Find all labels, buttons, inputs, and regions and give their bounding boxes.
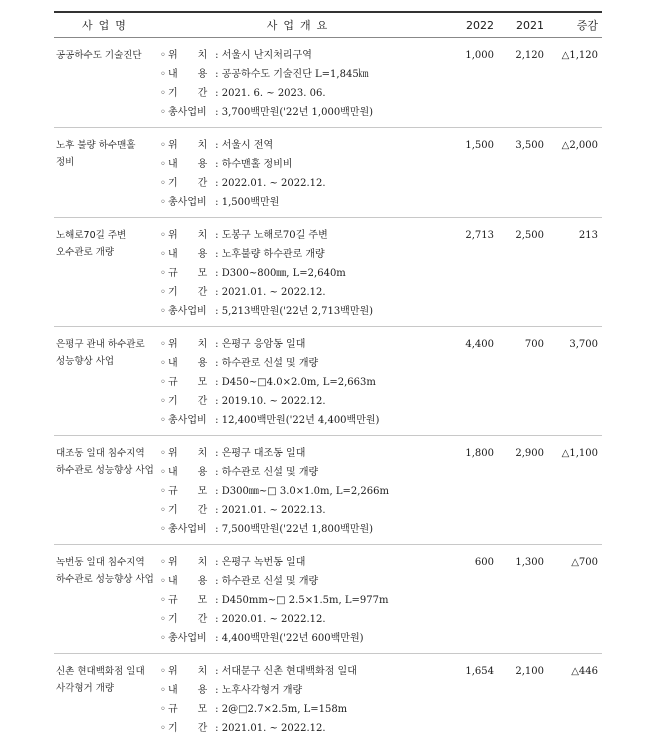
bullet-icon: ◦ <box>160 85 168 102</box>
overview-value: 서울시 전역 <box>222 140 273 151</box>
project-overview-cell <box>160 545 440 654</box>
overview-line <box>160 194 440 213</box>
overview-line <box>160 483 440 502</box>
bullet-icon: ◦ <box>160 592 168 609</box>
overview-value: 2019.10. ~ 2022.12. <box>222 396 326 407</box>
table-row <box>54 128 602 218</box>
bullet-icon: ◦ <box>160 104 168 121</box>
overview-line <box>160 137 440 156</box>
overview-label: 위 치 <box>168 663 212 680</box>
overview-line <box>160 104 440 123</box>
colon-separator: : <box>212 230 222 241</box>
overview-value: 서대문구 신촌 현대백화점 일대 <box>222 666 357 677</box>
colon-separator: : <box>212 486 222 497</box>
budget-2022-cell: 1,000 <box>440 38 494 128</box>
overview-label: 내 용 <box>168 246 212 263</box>
budget-2021-cell: 1,300 <box>494 545 548 654</box>
budget-2022-cell: 1,800 <box>440 436 494 545</box>
overview-value: 공공하수도 기술진단 L=1,845㎞ <box>222 69 369 80</box>
overview-label: 규 모 <box>168 701 212 718</box>
bullet-icon: ◦ <box>160 464 168 481</box>
bullet-icon: ◦ <box>160 630 168 647</box>
overview-line <box>160 265 440 284</box>
overview-line <box>160 502 440 521</box>
overview-value: 5,213백만원('22년 2,713백만원) <box>222 306 373 317</box>
overview-label: 위 치 <box>168 336 212 353</box>
project-overview-cell <box>160 128 440 218</box>
bullet-icon: ◦ <box>160 611 168 628</box>
budget-2021-cell: 2,100 <box>494 654 548 743</box>
overview-value: 하수관로 신설 및 개량 <box>222 576 318 587</box>
project-name-cell: 대조동 일대 침수지역 하수관로 성능향상 사업 <box>54 436 160 545</box>
overview-label: 총사업비 <box>168 104 212 121</box>
colon-separator: : <box>212 50 222 61</box>
budget-2021-cell: 700 <box>494 327 548 436</box>
overview-line <box>160 66 440 85</box>
bullet-icon: ◦ <box>160 663 168 680</box>
bullet-icon: ◦ <box>160 483 168 500</box>
overview-value: 2@□2.7×2.5m, L=158m <box>222 704 347 715</box>
colon-separator: : <box>212 358 222 369</box>
overview-value: 노후불량 하수관로 개량 <box>222 249 325 260</box>
overview-value: 2021.01. ~ 2022.12. <box>222 723 326 734</box>
project-overview-cell <box>160 327 440 436</box>
overview-line <box>160 284 440 303</box>
change-cell: △446 <box>548 654 602 743</box>
bullet-icon: ◦ <box>160 573 168 590</box>
colon-separator: : <box>212 415 222 426</box>
overview-line <box>160 175 440 194</box>
bullet-icon: ◦ <box>160 701 168 718</box>
change-cell: 3,700 <box>548 327 602 436</box>
bullet-icon: ◦ <box>160 502 168 519</box>
overview-label: 위 치 <box>168 227 212 244</box>
overview-value: 2021. 6. ~ 2023. 06. <box>222 88 326 99</box>
overview-line <box>160 663 440 682</box>
overview-value: D300~800㎜, L=2,640m <box>222 268 346 279</box>
bullet-icon: ◦ <box>160 156 168 173</box>
overview-line <box>160 85 440 104</box>
change-cell: △700 <box>548 545 602 654</box>
budget-2022-cell: 4,400 <box>440 327 494 436</box>
overview-value: 7,500백만원('22년 1,800백만원) <box>222 524 373 535</box>
project-name-cell: 공공하수도 기술진단 <box>54 38 160 128</box>
budget-2022-cell: 1,500 <box>440 128 494 218</box>
colon-separator: : <box>212 249 222 260</box>
colon-separator: : <box>212 448 222 459</box>
overview-value: 하수맨홀 정비비 <box>222 159 293 170</box>
change-cell: △1,120 <box>548 38 602 128</box>
project-overview-cell <box>160 38 440 128</box>
colon-separator: : <box>212 524 222 535</box>
colon-separator: : <box>212 666 222 677</box>
change-cell: △1,100 <box>548 436 602 545</box>
overview-value: 4,400백만원('22년 600백만원) <box>222 633 364 644</box>
table-row <box>54 545 602 654</box>
overview-label: 규 모 <box>168 592 212 609</box>
overview-line <box>160 227 440 246</box>
overview-label: 기 간 <box>168 393 212 410</box>
bullet-icon: ◦ <box>160 194 168 211</box>
overview-line <box>160 554 440 573</box>
colon-separator: : <box>212 557 222 568</box>
bullet-icon: ◦ <box>160 355 168 372</box>
budget-2022-cell: 600 <box>440 545 494 654</box>
budget-2021-cell: 2,500 <box>494 218 548 327</box>
colon-separator: : <box>212 107 222 118</box>
overview-value: 도봉구 노해로70길 주변 <box>222 230 328 241</box>
overview-label: 위 치 <box>168 47 212 64</box>
table-row <box>54 327 602 436</box>
overview-line <box>160 682 440 701</box>
bullet-icon: ◦ <box>160 374 168 391</box>
bullet-icon: ◦ <box>160 720 168 737</box>
overview-label: 기 간 <box>168 720 212 737</box>
overview-label: 규 모 <box>168 265 212 282</box>
table-row <box>54 436 602 545</box>
colon-separator: : <box>212 268 222 279</box>
bullet-icon: ◦ <box>160 445 168 462</box>
overview-line <box>160 393 440 412</box>
overview-label: 총사업비 <box>168 303 212 320</box>
bullet-icon: ◦ <box>160 412 168 429</box>
bullet-icon: ◦ <box>160 246 168 263</box>
colon-separator: : <box>212 287 222 298</box>
project-name-cell: 노후 불량 하수맨홀 정비 <box>54 128 160 218</box>
colon-separator: : <box>212 576 222 587</box>
overview-label: 총사업비 <box>168 630 212 647</box>
bullet-icon: ◦ <box>160 265 168 282</box>
overview-value: 서울시 난지처리구역 <box>222 50 312 61</box>
budget-2022-cell: 2,713 <box>440 218 494 327</box>
bullet-icon: ◦ <box>160 554 168 571</box>
overview-label: 위 치 <box>168 137 212 154</box>
overview-line <box>160 156 440 175</box>
colon-separator: : <box>212 159 222 170</box>
overview-value: 은평구 대조동 일대 <box>222 448 306 459</box>
colon-separator: : <box>212 339 222 350</box>
bullet-icon: ◦ <box>160 66 168 83</box>
overview-value: 2021.01. ~ 2022.12. <box>222 287 326 298</box>
colon-separator: : <box>212 595 222 606</box>
overview-label: 규 모 <box>168 374 212 391</box>
colon-separator: : <box>212 633 222 644</box>
project-name-cell: 은평구 관내 하수관로 성능향상 사업 <box>54 327 160 436</box>
overview-label: 내 용 <box>168 682 212 699</box>
overview-label: 기 간 <box>168 502 212 519</box>
overview-line <box>160 611 440 630</box>
overview-label: 내 용 <box>168 355 212 372</box>
colon-separator: : <box>212 396 222 407</box>
project-overview-cell <box>160 436 440 545</box>
overview-line <box>160 355 440 374</box>
budget-2021-cell: 2,900 <box>494 436 548 545</box>
overview-value: 은평구 녹번동 일대 <box>222 557 306 568</box>
header-2021: 2021 <box>494 12 548 38</box>
overview-value: 은평구 응암동 일대 <box>222 339 306 350</box>
overview-line <box>160 374 440 393</box>
overview-label: 기 간 <box>168 611 212 628</box>
table-row <box>54 218 602 327</box>
bullet-icon: ◦ <box>160 682 168 699</box>
colon-separator: : <box>212 306 222 317</box>
header-project-name: 사업명 <box>54 12 160 38</box>
overview-line <box>160 701 440 720</box>
overview-label: 내 용 <box>168 66 212 83</box>
colon-separator: : <box>212 723 222 734</box>
overview-value: 12,400백만원('22년 4,400백만원) <box>222 415 380 426</box>
overview-line <box>160 412 440 431</box>
colon-separator: : <box>212 69 222 80</box>
overview-value: 1,500백만원 <box>222 197 280 208</box>
bullet-icon: ◦ <box>160 175 168 192</box>
overview-line <box>160 445 440 464</box>
project-overview-cell <box>160 218 440 327</box>
overview-value: D300㎜~□ 3.0×1.0m, L=2,266m <box>222 486 389 497</box>
change-cell: 213 <box>548 218 602 327</box>
colon-separator: : <box>212 467 222 478</box>
header-2022: 2022 <box>440 12 494 38</box>
overview-value: 하수관로 신설 및 개량 <box>222 358 318 369</box>
bullet-icon: ◦ <box>160 284 168 301</box>
overview-line <box>160 336 440 355</box>
colon-separator: : <box>212 140 222 151</box>
change-cell: △2,000 <box>548 128 602 218</box>
overview-value: D450mm~□ 2.5×1.5m, L=977m <box>222 595 389 606</box>
overview-line <box>160 303 440 322</box>
bullet-icon: ◦ <box>160 393 168 410</box>
overview-label: 내 용 <box>168 464 212 481</box>
colon-separator: : <box>212 505 222 516</box>
overview-label: 총사업비 <box>168 412 212 429</box>
bullet-icon: ◦ <box>160 336 168 353</box>
bullet-icon: ◦ <box>160 227 168 244</box>
overview-value: 2021.01. ~ 2022.13. <box>222 505 326 516</box>
overview-value: 하수관로 신설 및 개량 <box>222 467 318 478</box>
overview-label: 기 간 <box>168 284 212 301</box>
overview-label: 총사업비 <box>168 194 212 211</box>
table-row <box>54 38 602 128</box>
project-budget-table <box>54 11 602 743</box>
overview-label: 위 치 <box>168 445 212 462</box>
overview-line <box>160 521 440 540</box>
project-name-cell: 신촌 현대백화점 일대 사각형거 개량 <box>54 654 160 743</box>
overview-line <box>160 573 440 592</box>
overview-label: 규 모 <box>168 483 212 500</box>
overview-value: D450~□4.0×2.0m, L=2,663m <box>222 377 376 388</box>
colon-separator: : <box>212 704 222 715</box>
overview-line <box>160 246 440 265</box>
colon-separator: : <box>212 377 222 388</box>
overview-label: 기 간 <box>168 175 212 192</box>
bullet-icon: ◦ <box>160 47 168 64</box>
overview-line <box>160 720 440 739</box>
overview-line <box>160 47 440 66</box>
colon-separator: : <box>212 197 222 208</box>
colon-separator: : <box>212 88 222 99</box>
overview-line <box>160 464 440 483</box>
overview-label: 기 간 <box>168 85 212 102</box>
project-name-cell: 녹번동 일대 침수지역 하수관로 성능향상 사업 <box>54 545 160 654</box>
colon-separator: : <box>212 178 222 189</box>
overview-label: 총사업비 <box>168 521 212 538</box>
project-name-cell: 노해로70길 주변 오수관로 개량 <box>54 218 160 327</box>
budget-table-page <box>54 11 602 743</box>
header-change: 증감 <box>548 12 602 38</box>
bullet-icon: ◦ <box>160 137 168 154</box>
overview-line <box>160 592 440 611</box>
table-body <box>54 38 602 743</box>
colon-separator: : <box>212 614 222 625</box>
colon-separator: : <box>212 685 222 696</box>
header-project-overview: 사업개요 <box>160 12 440 38</box>
bullet-icon: ◦ <box>160 521 168 538</box>
budget-2022-cell: 1,654 <box>440 654 494 743</box>
overview-label: 내 용 <box>168 156 212 173</box>
overview-value: 노후사각형거 개량 <box>222 685 302 696</box>
overview-line <box>160 630 440 649</box>
budget-2021-cell: 2,120 <box>494 38 548 128</box>
bullet-icon: ◦ <box>160 303 168 320</box>
table-header <box>54 12 602 38</box>
overview-value: 3,700백만원('22년 1,000백만원) <box>222 107 373 118</box>
overview-value: 2020.01. ~ 2022.12. <box>222 614 326 625</box>
overview-label: 위 치 <box>168 554 212 571</box>
overview-value: 2022.01. ~ 2022.12. <box>222 178 326 189</box>
budget-2021-cell: 3,500 <box>494 128 548 218</box>
overview-label: 내 용 <box>168 573 212 590</box>
